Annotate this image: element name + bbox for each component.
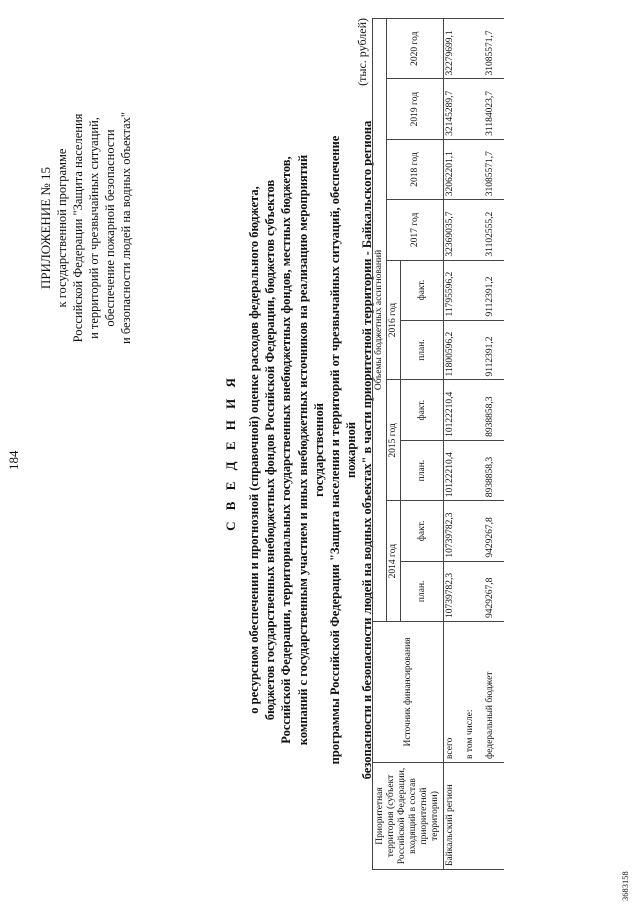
header-year-2014: 2014 год — [387, 501, 401, 622]
value-cell: 31102555,2 — [484, 200, 504, 260]
header-year-2018: 2018 год — [387, 139, 444, 199]
value-cell: 32279699,1 — [444, 19, 465, 79]
subtitle-line: программы Российской Федерации "Защита населения и территорий от чрезвычайных ситуаций, обеспечение пожарной — [328, 135, 359, 765]
subtitle-line: Российской Федерации, территориальных государственных внебюджетных фондов, местных бюджетов, — [279, 156, 294, 744]
document-heading: С В Е Д Е Н И Я — [223, 374, 238, 531]
value-cell — [464, 260, 484, 320]
row-source: в том числе: — [464, 622, 484, 763]
header-territory: Приоритетная территория (субъект Российской Федерации, входящий в состав приоритетной территории) — [373, 763, 444, 870]
units-label: (тыс. рублей) — [355, 18, 369, 86]
table-row — [464, 19, 484, 870]
value-cell — [464, 19, 484, 79]
value-cell — [464, 320, 484, 380]
table-row — [484, 19, 504, 870]
value-cell: 10122210,4 — [444, 380, 465, 440]
value-cell: 9112391,2 — [484, 260, 504, 320]
header-volumes: Объемы бюджетных ассигнований — [373, 19, 387, 622]
value-cell — [464, 440, 484, 500]
value-cell: 8938858,3 — [484, 440, 504, 500]
value-cell: 32062201,1 — [444, 139, 465, 199]
appendix-title: ПРИЛОЖЕНИЕ № 15 — [38, 166, 53, 290]
value-cell: 11800596,2 — [444, 320, 465, 380]
subtitle-line: о ресурсном обеспечении и прогнозной (справочной) оценке расходов федерального бюджета, — [247, 186, 261, 714]
value-cell: 10739782,3 — [444, 561, 465, 621]
value-cell: 32369035,7 — [444, 200, 465, 260]
header-plan-2014: план. — [401, 561, 444, 621]
header-year-2020: 2020 год — [387, 19, 444, 79]
row-territory — [464, 763, 484, 870]
appendix-line: к государственной программе — [55, 148, 69, 308]
value-cell — [464, 380, 484, 440]
row-source: федеральный бюджет — [484, 622, 504, 763]
value-cell — [464, 200, 484, 260]
budget-table — [372, 18, 504, 870]
header-year-2015: 2015 год — [387, 380, 401, 501]
value-cell: 11795596,2 — [444, 260, 465, 320]
value-cell: 31085571,7 — [484, 19, 504, 79]
appendix-line: и территорий от чрезвычайных ситуаций, — [87, 117, 101, 339]
header-fact-2016: факт. — [401, 260, 444, 320]
row-source: всего — [444, 622, 465, 763]
appendix-line: Российской Федерации "Защита населения — [71, 113, 85, 343]
value-cell: 10739782,3 — [444, 501, 465, 561]
row-territory — [484, 763, 504, 870]
value-cell — [464, 139, 484, 199]
value-cell — [464, 79, 484, 139]
appendix-line: обеспечение пожарной безопасности — [103, 129, 117, 327]
value-cell: 9429267,8 — [484, 561, 504, 621]
row-territory: Байкальский регион — [444, 763, 465, 870]
value-cell: 9429267,8 — [484, 501, 504, 561]
header-plan-2016: план. — [401, 320, 444, 380]
header-fact-2015: факт. — [401, 380, 444, 440]
value-cell: 8938858,3 — [484, 380, 504, 440]
value-cell — [464, 561, 484, 621]
value-cell: 31085571,7 — [484, 139, 504, 199]
subtitle-line: бюджетов государственных внебюджетных фондов Российской Федерации, бюджетов субъектов — [263, 179, 278, 721]
subtitle-line: компаний с государственным участием и иных внебюджетных источников на реализацию мероприятий государственной — [295, 154, 326, 746]
header-year-2019: 2019 год — [387, 79, 444, 139]
value-cell: 31184023,7 — [484, 79, 504, 139]
value-cell: 10122210,4 — [444, 440, 465, 500]
page-number: 184 — [6, 450, 21, 470]
document-subtitle — [246, 120, 376, 780]
header-fact-2014: факт. — [401, 501, 444, 561]
header-year-2016: 2016 год — [387, 260, 401, 380]
footer-code: 3683158 — [620, 871, 630, 901]
subtitle-line: безопасности и безопасности людей на водных объектах" в части приоритетной территории - Байкальского региона — [360, 120, 375, 780]
appendix-line: и безопасности людей на водных объектах" — [119, 112, 133, 344]
value-cell: 9112391,2 — [484, 320, 504, 380]
value-cell: 32145289,7 — [444, 79, 465, 139]
value-cell — [464, 501, 484, 561]
header-source: Источник финансирования — [373, 622, 444, 763]
header-plan-2015: план. — [401, 440, 444, 500]
appendix-block — [38, 18, 134, 438]
table-row — [444, 19, 465, 870]
header-year-2017: 2017 год — [387, 200, 444, 260]
